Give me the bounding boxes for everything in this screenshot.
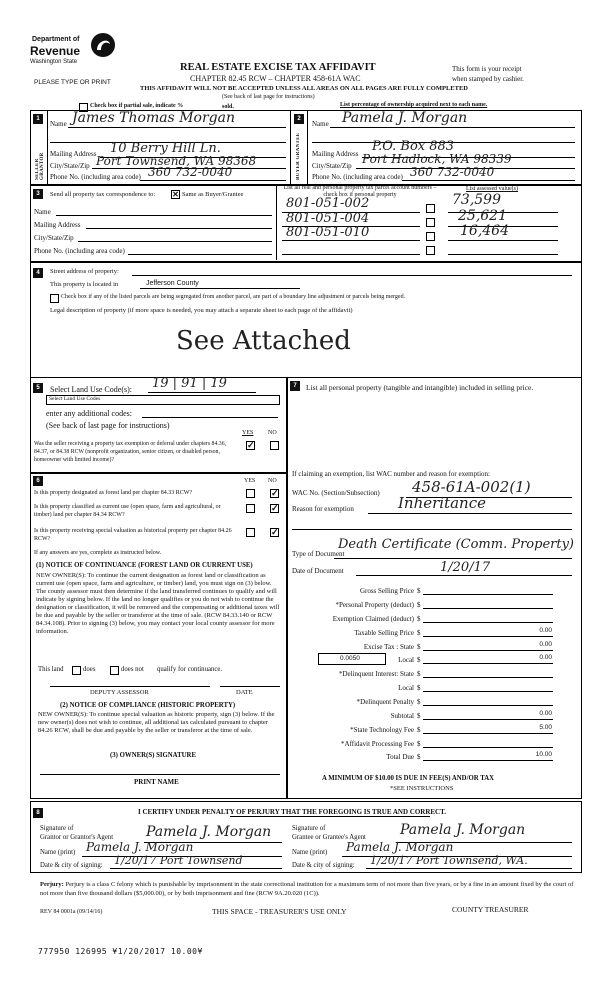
dollar-sign: $	[417, 643, 421, 651]
deputy-assessor-label: DEPUTY ASSESSOR	[90, 689, 149, 696]
s5-yes-header: YES	[242, 430, 254, 436]
logo-state-line: Washington State	[30, 59, 78, 65]
tax-input-interest-state[interactable]	[423, 677, 553, 678]
cashier-stamp: 777950 126995 ¥1/20/2017 10.00¥	[38, 947, 203, 956]
tax-label-total: Total Due	[386, 753, 414, 761]
parcel-1-personal-checkbox[interactable]	[426, 204, 435, 213]
reason-value[interactable]: Inheritance	[398, 494, 487, 512]
grantee-name-value[interactable]: Pamela J. Morgan	[346, 840, 454, 854]
this-land-label: This land	[38, 666, 64, 673]
tax-label-technology: *State Technology Fee	[350, 726, 414, 734]
buyer-city-value[interactable]: Port Hadlock, WA 98339	[362, 152, 512, 166]
segregated-checkbox[interactable]	[50, 294, 59, 303]
tax-input-technology[interactable]	[423, 733, 553, 734]
grantee-name-label: Name (print)	[292, 849, 328, 856]
county-value[interactable]: Jefferson County	[146, 280, 199, 287]
parcel-4-personal-checkbox[interactable]	[426, 246, 435, 255]
dollar-sign: $	[417, 753, 421, 761]
tax-label-processing: *Affidavit Processing Fee	[341, 740, 414, 748]
current-use-question: Is this property classified as current use (open space, farm and agricultural, or timber) land per chapter 84.34 RCW?	[34, 504, 221, 518]
additional-codes-input[interactable]	[142, 417, 278, 418]
dollar-sign: $	[417, 712, 421, 720]
tax-label-excise-local: Local	[398, 656, 414, 664]
same-as-buyer-checkbox[interactable]: ✕	[172, 190, 179, 199]
logo-revenue-word: Revenue	[30, 44, 81, 58]
form-warning: THIS AFFIDAVIT WILL NOT BE ACCEPTED UNLESS ALL AREAS ON ALL PAGES ARE FULLY COMPLETED	[140, 85, 468, 92]
does-label: does	[83, 666, 96, 673]
doc-date-value[interactable]: 1/20/17	[440, 560, 491, 575]
receipt-note-1: This form is your receipt	[452, 65, 522, 73]
assessor-date-line[interactable]	[220, 686, 280, 687]
dollar-sign: $	[417, 601, 421, 609]
exemption-question: Was the seller receiving a property tax exemption or deferral under chapters 84.36, 84.37, or 84.38 RCW (nonprofit organization, senior citizen, or disabled person, homeowner with limited income)?	[34, 441, 227, 463]
tax-input-exemption[interactable]	[423, 622, 553, 623]
wac-value[interactable]: 458-61A-002(1)	[412, 478, 531, 496]
tax-label-interest-local: Local	[398, 684, 414, 692]
additional-codes-label: enter any additional codes:	[46, 409, 132, 418]
partial-sale-sold: sold.	[222, 104, 234, 110]
county-prefix: This property is located in	[50, 281, 119, 288]
legal-description-value[interactable]: See Attached	[176, 326, 351, 356]
tax-input-gross[interactable]	[423, 594, 553, 595]
s3-name-label: Name	[34, 208, 51, 216]
grantee-date-value[interactable]: 1/20/17 Port Townsend, WA.	[370, 854, 528, 867]
s5-no-header: NO	[268, 430, 277, 436]
grantor-name-label: Name (print)	[40, 849, 76, 856]
dollar-sign: $	[417, 629, 421, 637]
does-not-checkbox[interactable]	[110, 666, 119, 675]
deputy-assessor-line[interactable]	[50, 686, 210, 687]
street-address-label: Street address of property:	[50, 268, 119, 275]
form-title: REAL ESTATE EXCISE TAX AFFIDAVIT	[180, 62, 376, 73]
tax-value-taxable: 0.00	[539, 627, 552, 634]
tax-input-interest-local[interactable]	[423, 691, 553, 692]
send-correspondence-label: Send all property tax correspondence to:	[50, 191, 156, 198]
seller-phone-value[interactable]: 360 732-0040	[148, 165, 233, 179]
dollar-sign: $	[417, 740, 421, 748]
section-3-number: 3	[33, 189, 43, 199]
assessor-date-label: DATE	[236, 689, 253, 696]
rev-number: REV 84 0001a (09/14/16)	[40, 909, 103, 915]
land-use-label: Select Land Use Code(s):	[50, 385, 132, 394]
seller-grantor-label: SELLER GRANTOR	[35, 152, 45, 180]
parcel-value-1[interactable]: 73,599	[452, 192, 501, 208]
buyer-name-label: Name	[312, 120, 329, 128]
s3-city-label: City/State/Zip	[34, 234, 74, 242]
tax-input-subtotal[interactable]	[423, 719, 553, 720]
tax-value-excise-local: 0.00	[539, 654, 552, 661]
buyer-mailing-value[interactable]: P.O. Box 883	[372, 139, 455, 154]
section-1-number: 1	[33, 114, 43, 124]
perjury-bold: Perjury:	[40, 881, 64, 888]
minimum-note: A MINIMUM OF $10.00 IS DUE IN FEE(S) AND/OR TAX	[322, 775, 495, 782]
revenue-logo-icon	[90, 32, 116, 58]
grantor-sig-label-1: Signature of	[40, 825, 74, 832]
legal-description-label: Legal description of property (if more space is needed, you may attach a separate sheet to each page of the affidavit)	[50, 307, 353, 314]
does-not-label: does not	[121, 666, 144, 673]
section-4-number: 4	[33, 268, 43, 278]
dollar-sign: $	[417, 587, 421, 595]
exemption-claim-label: If claiming an exemption, list WAC number and reason for exemption:	[292, 470, 490, 478]
notice-compliance-body: NEW OWNER(S): To continue special valuation as historic property, sign (3) below. If the new owner(s) does not wish to continue, all additional tax calculated pursuant to chapter 84.26 RCW, shall be due and payable by the seller or transferor at the time of sale.	[38, 711, 275, 734]
parcel-value-2[interactable]: 25,621	[458, 208, 507, 224]
parcel-number-1[interactable]: 801-051-002	[286, 196, 370, 211]
tax-input-total[interactable]	[423, 760, 553, 761]
personal-property-label: List all personal property (tangible and intangible) included in selling price.	[306, 383, 534, 392]
parcel-2-personal-checkbox[interactable]	[426, 218, 435, 227]
current-use-no-checkbox[interactable]: ✓	[271, 503, 279, 513]
section-2-number: 2	[294, 114, 304, 124]
grantee-signature[interactable]: Pamela J. Morgan	[400, 822, 526, 838]
forest-land-question: Is this property designated as forest land per chapter 84.33 RCW?	[34, 490, 193, 496]
certify-statement: I CERTIFY UNDER PENALTY OF PERJURY THAT THE FOREGOING IS TRUE AND CORRECT.	[138, 808, 447, 816]
owner-signature-label: (3) OWNER(S) SIGNATURE	[110, 752, 196, 759]
land-use-value[interactable]: 19 | 91 | 19	[152, 376, 227, 391]
doc-date-label: Date of Document	[292, 567, 344, 575]
seller-phone-label: Phone No. (including area code)	[50, 173, 141, 181]
dollar-sign: $	[417, 698, 421, 706]
print-name-label: PRINT NAME	[134, 778, 179, 786]
tax-input-excise-state[interactable]	[423, 650, 553, 651]
see-instructions-note: *SEE INSTRUCTIONS	[390, 785, 454, 792]
seller-mailing-value[interactable]: 10 Berry Hill Ln.	[110, 141, 221, 156]
exemption-yes-checkbox[interactable]: ✓	[247, 440, 255, 450]
perjury-notice	[40, 880, 580, 898]
s6-yes-header: YES	[244, 478, 256, 484]
parcel-3-personal-checkbox[interactable]	[426, 232, 435, 241]
tax-value-excise-state: 0.00	[539, 641, 552, 648]
seller-name-value[interactable]: James Thomas Morgan	[72, 110, 235, 126]
tax-value-technology: 5.00	[539, 724, 552, 731]
local-rate-value: 0.0050	[340, 655, 360, 662]
county-treasurer: COUNTY TREASURER	[452, 905, 529, 914]
parcel-value-3[interactable]: 16,464	[460, 223, 509, 239]
grantor-date-value[interactable]: 1/20/17 Port Townsend	[114, 854, 243, 867]
buyer-name-value[interactable]: Pamela J. Morgan	[342, 110, 468, 126]
tax-value-subtotal: 0.00	[539, 710, 552, 717]
section-6-number: 6	[33, 476, 43, 486]
owner-signature-line[interactable]	[40, 774, 280, 775]
parcel-header: List all real and personal property tax parcel account numbers – check box if personal property	[283, 185, 437, 198]
tax-value-total: 10.00	[535, 751, 552, 758]
historic-yes-checkbox[interactable]	[246, 528, 255, 537]
parcel-number-3[interactable]: 801-051-010	[286, 225, 370, 240]
tax-label-excise-state: Excise Tax : State	[363, 643, 414, 651]
grantor-sig-label-2: Grantor or Grantor's Agent	[40, 834, 114, 841]
seller-name-label: Name	[50, 120, 67, 128]
doc-type-label: Type of Document	[292, 550, 345, 558]
segregated-label: Check box if any of the listed parcels are being segregated from another parcel, are part of a boundary line adjustment or parcels being merged.	[61, 294, 406, 300]
historic-question: Is this property receiving special valuation as historical property per chapter 84.26 RCW?	[34, 528, 232, 542]
tax-label-interest-state: *Delinquent Interest: State	[338, 670, 414, 678]
historic-no-checkbox[interactable]: ✓	[271, 527, 279, 537]
tax-label-exemption: Exemption Claimed (deduct)	[332, 615, 414, 623]
grantor-signature[interactable]: Pamela J. Morgan	[146, 824, 272, 840]
exemption-no-checkbox[interactable]	[270, 441, 279, 450]
assessed-header: List assessed value(s)	[466, 186, 518, 192]
if-yes-note: If any answers are yes, complete as instructed below.	[34, 550, 162, 556]
dollar-sign: $	[417, 656, 421, 664]
seller-city-label: City/State/Zip	[50, 162, 90, 170]
same-as-buyer-label: Same as Buyer/Grantee	[182, 191, 244, 198]
seller-mailing-label: Mailing Address	[50, 150, 97, 158]
buyer-grantee-label: BUYER GRANTEE	[296, 132, 301, 180]
buyer-phone-label: Phone No. (including area code)	[312, 173, 403, 181]
tax-input-personal[interactable]	[423, 608, 553, 609]
perjury-text: Perjury is a class C felony which is punishable by imprisonment in the state correctional institution for a maximum term of not more than five years, or by a fine in an amount fixed by the court of not more than five thousand dollars ($5,000.00), or by both imprisonment and fine (RCW 9A.20.020 (1C)).	[40, 881, 574, 897]
section-5-number: 5	[33, 383, 43, 393]
section-7-number: 7	[290, 381, 300, 391]
grantee-sig-label-1: Signature of	[292, 825, 326, 832]
ownership-note: List percentage of ownership acquired next to each name.	[340, 102, 488, 108]
parcel-number-2[interactable]: 801-051-004	[286, 211, 370, 226]
receipt-note-2: when stamped by cashier.	[452, 75, 524, 83]
notice-continuance-body: NEW OWNER(S): To continue the current designation as forest land or classification as current use (open space, farm and agriculture, or timber) land, you must sign on (3) below. The county assessor must then determine if the land transferred continues to qualify and will indicate by signing below. If the land no longer qualifies or you do not wish to continue the designation or classification, it will be removed and the compensating or additional taxes will be due and payable by the seller or transferor at the time of sale. (RCW 84.33.140 or RCW 84.34.108). Prior to signing (3) below, you may contact your local county assessor for more information.	[36, 572, 280, 635]
tax-label-taxable: Taxable Selling Price	[354, 629, 414, 637]
s6-no-header: NO	[268, 478, 277, 484]
buyer-phone-value[interactable]: 360 732-0040	[410, 165, 495, 179]
forest-yes-checkbox[interactable]	[246, 489, 255, 498]
s5-see-back: (See back of last page for instructions)	[46, 421, 170, 430]
treasurer-space: THIS SPACE - TREASURER'S USE ONLY	[212, 907, 347, 916]
buyer-city-label: City/State/Zip	[312, 162, 352, 170]
notice-continuance-title: (1) NOTICE OF CONTINUANCE (FOREST LAND OR CURRENT USE)	[36, 562, 253, 569]
notice-compliance-title: (2) NOTICE OF COMPLIANCE (HISTORIC PROPERTY)	[60, 702, 236, 709]
grantor-name-value[interactable]: Pamela J. Morgan	[86, 840, 194, 854]
dollar-sign: $	[417, 615, 421, 623]
tax-label-personal: *Personal Property (deduct)	[335, 601, 414, 609]
dollar-sign: $	[417, 726, 421, 734]
doc-type-value[interactable]: Death Certificate (Comm. Property)	[338, 537, 575, 552]
tax-label-subtotal: Subtotal	[390, 712, 414, 720]
reason-label: Reason for exemption	[292, 505, 354, 513]
section-8-number: 8	[33, 808, 43, 818]
s3-mailing-label: Mailing Address	[34, 221, 81, 229]
tax-input-excise-local[interactable]	[423, 663, 553, 664]
please-type: PLEASE TYPE OR PRINT	[34, 79, 111, 86]
revenue-logo	[28, 32, 120, 70]
does-checkbox[interactable]	[72, 666, 81, 675]
partial-sale-label: Check box if partial sale, indicate %	[90, 103, 184, 109]
wac-label: WAC No. (Section/Subsection)	[292, 489, 380, 497]
tax-label-gross: Gross Selling Price	[359, 587, 414, 595]
section-4-box	[30, 262, 582, 378]
tax-label-penalty: *Delinquent Penalty	[356, 698, 414, 706]
current-use-yes-checkbox[interactable]	[246, 504, 255, 513]
form-chapter: CHAPTER 82.45 RCW – CHAPTER 458-61A WAC	[190, 74, 361, 83]
street-address-input[interactable]	[132, 275, 572, 276]
land-use-dropdown-label: Select Land Use Codes	[49, 396, 101, 402]
grantee-date-label: Date & city of signing:	[292, 862, 355, 869]
dollar-sign: $	[417, 684, 421, 692]
tax-input-processing[interactable]	[423, 747, 553, 748]
grantor-date-label: Date & city of signing:	[40, 862, 103, 869]
tax-input-taxable[interactable]	[423, 636, 553, 637]
buyer-mailing-label: Mailing Address	[312, 150, 359, 158]
s3-phone-label: Phone No. (including area code)	[34, 247, 125, 255]
qualify-label: qualify for continuance.	[157, 666, 223, 673]
tax-input-penalty[interactable]	[423, 705, 553, 706]
instructions-note: (See back of last page for instructions)	[222, 94, 315, 100]
dollar-sign: $	[417, 670, 421, 678]
logo-dept-line: Department of	[32, 36, 80, 43]
forest-no-checkbox[interactable]: ✓	[271, 488, 279, 498]
seller-city-value[interactable]: Port Townsend, WA 98368	[96, 154, 257, 168]
grantee-sig-label-2: Grantee or Grantee's Agent	[292, 834, 366, 841]
